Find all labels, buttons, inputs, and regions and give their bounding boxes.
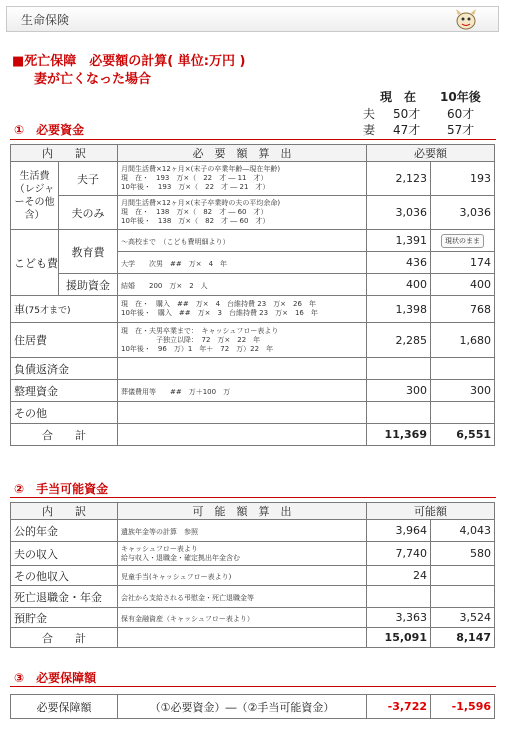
- funeral-now: 300: [367, 380, 431, 402]
- funeral-label: 整理資金: [11, 380, 118, 402]
- income-now: 7,740: [367, 542, 431, 566]
- header-amount-2: 可能額: [367, 503, 495, 520]
- header-breakdown: 内 訳: [11, 145, 118, 162]
- edu-now-highschool: 1,391: [367, 230, 431, 252]
- alone-calc-10y: 10年後・ 138 万×（ 82 才 ― 60 才）: [121, 217, 270, 225]
- husband-age-10y: 60才: [447, 107, 475, 121]
- col-10y-label: 10年後: [440, 90, 481, 104]
- savings-now: 3,363: [367, 608, 431, 628]
- other-income-label: その他収入: [11, 566, 118, 586]
- section2-title: ② 手当可能資金: [14, 482, 109, 496]
- wife-label: 妻: [363, 123, 376, 137]
- living-label: 生活費（レジャーその他含）: [11, 162, 59, 230]
- wife-age-now: 47才: [393, 123, 421, 137]
- husband-age-now: 50才: [393, 107, 421, 121]
- page-subtitle: 妻が亡くなった場合: [34, 72, 152, 87]
- total-label-2: 合 計: [11, 628, 118, 648]
- funeral-calc: 葬儀費用等 ## 万＋100 万: [121, 388, 231, 396]
- other-income-calc: 児童手当(キャッシュフロー表より): [121, 573, 232, 581]
- app-header: [6, 6, 499, 32]
- house-10y: 1,680: [431, 323, 495, 358]
- required-coverage-table: [10, 694, 495, 719]
- pension-label: 公的年金: [11, 520, 118, 542]
- header-calc-2: 可 能 額 算 出: [118, 503, 367, 520]
- car-calc-10y: 10年後・ 購入 ## 万× 3 台維持費 23 万× 16 年: [121, 309, 318, 317]
- support-10y: 400: [431, 274, 495, 296]
- support-calc: 結婚 200 万× 2 人: [121, 282, 208, 290]
- car-note: (75才まで): [25, 306, 71, 316]
- coverage-10y: -1,596: [431, 695, 495, 719]
- house-calc-independent: 子独立以降： 72 万× 22 年: [121, 335, 261, 344]
- couple-10y: 193: [431, 162, 495, 196]
- edu-now-university: 436: [367, 252, 431, 274]
- section2-divider: [10, 497, 496, 498]
- section3-divider: [10, 686, 496, 687]
- coverage-formula: （①必要資金）―（②手当可能資金）: [118, 695, 367, 719]
- total-required-10y: 6,551: [431, 424, 495, 446]
- couple-now: 2,123: [367, 162, 431, 196]
- car-now: 1,398: [367, 296, 431, 323]
- support-now: 400: [367, 274, 431, 296]
- alone-label: 夫のみ: [59, 196, 118, 230]
- couple-calc-now: 現 在・ 193 万×（ 22 才 ― 11 才）: [121, 174, 268, 182]
- coverage-now: -3,722: [367, 695, 431, 719]
- required-funds-table: [10, 144, 495, 446]
- other-income-now: 24: [367, 566, 431, 586]
- house-calc-now: 現 在・夫男卒業まで： キャッシュフロー表より: [121, 326, 279, 335]
- edu-calc-highschool: ～高校まで （こども費明細より）: [121, 238, 230, 246]
- alone-now: 3,036: [367, 196, 431, 230]
- other-label: その他: [11, 402, 118, 424]
- savings-10y: 3,524: [431, 608, 495, 628]
- alone-calc-now: 現 在・ 138 万×（ 82 才 ― 60 才）: [121, 208, 268, 216]
- couple-calc-10y: 10年後・ 193 万×（ 22 才 ― 21 才）: [121, 183, 270, 191]
- header-calc: 必 要 額 算 出: [118, 145, 367, 162]
- coverage-label: 必要保障額: [11, 695, 118, 719]
- mascot-icon: [450, 5, 480, 35]
- total-label: 合 計: [11, 424, 118, 446]
- edu-10y-university: 174: [431, 252, 495, 274]
- income-10y: 580: [431, 542, 495, 566]
- retire-calc: 会社から支給される弔慰金・死亡退職金等: [121, 594, 254, 602]
- available-funds-table: [10, 502, 495, 648]
- alone-calc-formula: 月間生活費×12ヶ月×(末子卒業時の夫の平均余命): [121, 199, 281, 207]
- income-calc-source: キャッシュフロー表より: [121, 544, 198, 553]
- wife-age-10y: 57才: [447, 123, 475, 137]
- couple-calc-formula: 月間生活費×12ヶ月×(末子の卒業年齢―現在年齢): [121, 165, 281, 173]
- pension-calc: 遺族年金等の計算 参照: [121, 528, 198, 536]
- edu-label: 教育費: [59, 230, 118, 274]
- header-amount: 必要額: [367, 145, 495, 162]
- retire-label: 死亡退職金・年金: [11, 586, 118, 608]
- total-required-now: 11,369: [367, 424, 431, 446]
- debt-label: 負債返済金: [11, 358, 118, 380]
- couple-label: 夫子: [59, 162, 118, 196]
- pension-now: 3,964: [367, 520, 431, 542]
- house-label: 住居費: [11, 323, 118, 358]
- section3-title: ③ 必要保障額: [14, 671, 97, 685]
- house-calc-10y: 10年後・ 96 万）1 年＋ 72 万）22 年: [121, 344, 274, 353]
- car-label: 車: [14, 303, 25, 316]
- total-available-10y: 8,147: [431, 628, 495, 648]
- child-label: こども費: [11, 230, 59, 296]
- col-now-label: 現 在: [380, 90, 417, 104]
- income-calc-detail: 給与収入・退職金・確定拠出年金含む: [121, 553, 240, 562]
- income-label: 夫の収入: [11, 542, 118, 566]
- house-now: 2,285: [367, 323, 431, 358]
- savings-label: 預貯金: [11, 608, 118, 628]
- keep-current-button[interactable]: 現状のまま: [441, 234, 484, 248]
- page-title: ■死亡保障 必要額の計算( 単位:万円 ): [12, 54, 246, 69]
- funeral-10y: 300: [431, 380, 495, 402]
- section1-divider: [10, 139, 496, 140]
- support-label: 援助資金: [59, 274, 118, 296]
- pension-10y: 4,043: [431, 520, 495, 542]
- header-breakdown-2: 内 訳: [11, 503, 118, 520]
- total-available-now: 15,091: [367, 628, 431, 648]
- car-calc-now: 現 在・ 購入 ## 万× 4 台維持費 23 万× 26 年: [121, 300, 316, 308]
- car-10y: 768: [431, 296, 495, 323]
- alone-10y: 3,036: [431, 196, 495, 230]
- husband-label: 夫: [363, 107, 376, 121]
- savings-calc: 保有金融資産（キャッシュフロー表より）: [121, 615, 254, 623]
- section1-title: ① 必要資金: [14, 123, 85, 137]
- app-title: 生命保険: [21, 13, 70, 27]
- edu-calc-university: 大学 次男 ## 万× 4 年: [121, 260, 228, 268]
